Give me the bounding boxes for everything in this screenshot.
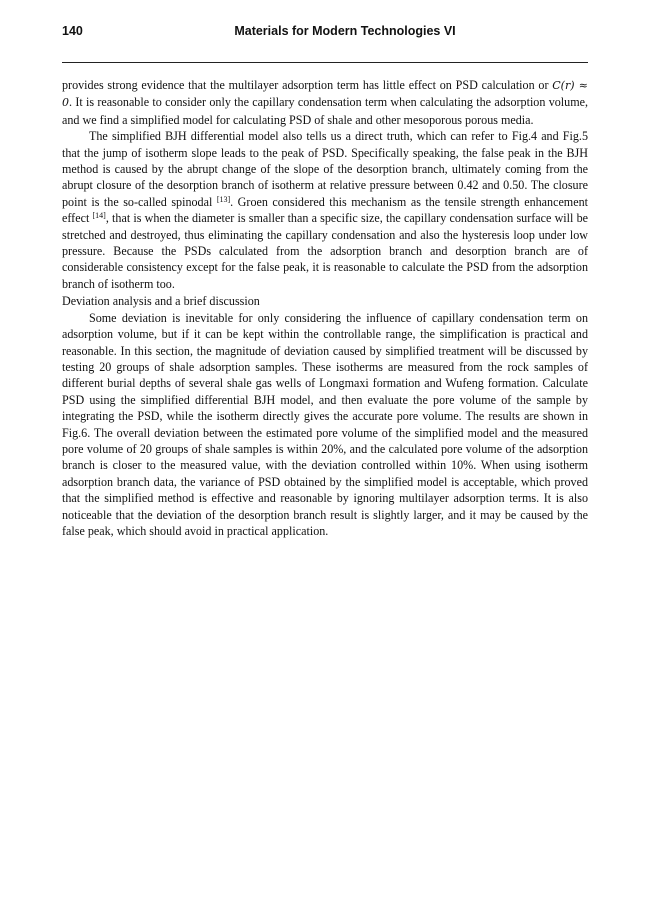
article-body — [62, 77, 588, 539]
math-expression: C(r) ≈ 0 — [62, 79, 588, 110]
journal-title: Materials for Modern Technologies VI — [234, 24, 456, 38]
paragraph-text: . Groen considered this mechanism as the tensile strength enhancement effect — [62, 194, 588, 226]
citation-14: [14] — [92, 211, 106, 221]
paragraph-bjh-model — [62, 128, 588, 292]
paragraph-continuation — [62, 77, 588, 128]
page-header — [62, 24, 588, 40]
paragraph-text: . It is reasonable to consider only the capillary condensation term when calculating the adsorption volume, and we find a simplified model for calculating PSD of shale and other mesoporous porous media. — [62, 95, 588, 127]
section-heading: Deviation analysis and a brief discussion — [62, 294, 260, 309]
paragraph-deviation: Some deviation is inevitable for only considering the influence of capillary condensation term on adsorption volume, but if it can be kept within the controllable range, the simplification is practical and reasonable. In this section, the magnitude of deviation caused by simplified treatment will be discussed by testing 20 groups of shale adsorption samples. These isotherms are measured from the rock samples of different burial depths of several shale gas wells of Longmaxi formation and Wufeng formation. Calculate PSD using the simplified differential BJH model, and then evaluate the pore volume of the sample by integrating the PSD, while the isotherm directly gives the accurate pore volume. The results are shown in Fig.6. The overall deviation between the estimated pore volume of the simplified model and the measured pore volume of 20 groups of shale samples is within 20%, and the calculated pore volume of the adsorption branch is closer to the measured value, with the deviation controlled within 10%. When using isotherm adsorption branch data, the variance of PSD obtained by the simplified model is acceptable, which proved that the simplified method is effective and reasonable by ignoring multilayer adsorption terms. It is also noticeable that the deviation of the desorption branch result is slightly larger, and it may be caused by the false peak, which should avoid in practical application. — [62, 310, 588, 538]
paragraph-text: The simplified BJH differential model also tells us a direct truth, which can refer to Fig.4 and Fig.5 that the jump of isotherm slope leads to the peak of PSD. Specifically speaking, the false peak in the BJH method is caused by the abrupt change of the slope of the desorption branch, ultimately coming from the abrupt closure of the desorption branch of isotherm at relative pressure between 0.42 and 0.50. The closure point is the so-called spinodal — [62, 129, 588, 209]
citation-13: [13] — [216, 194, 231, 204]
paragraph-text: , that is when the diameter is smaller than a specific size, the capillary condensation surface will be stretched and destroyed, thus eliminating the capillary condensation and also the hysteresis loop under low pressure. Because the PSDs calculated from the adsorption branch and desorption branch are of considerable consistency except for the false peak, it is reasonable to calculate the PSD from the adsorption branch of isotherm too. — [62, 211, 588, 291]
paragraph-text: provides strong evidence that the multilayer adsorption term has little effect on PSD calculation or — [62, 78, 553, 92]
header-divider — [62, 62, 588, 63]
page-number: 140 — [62, 24, 83, 38]
